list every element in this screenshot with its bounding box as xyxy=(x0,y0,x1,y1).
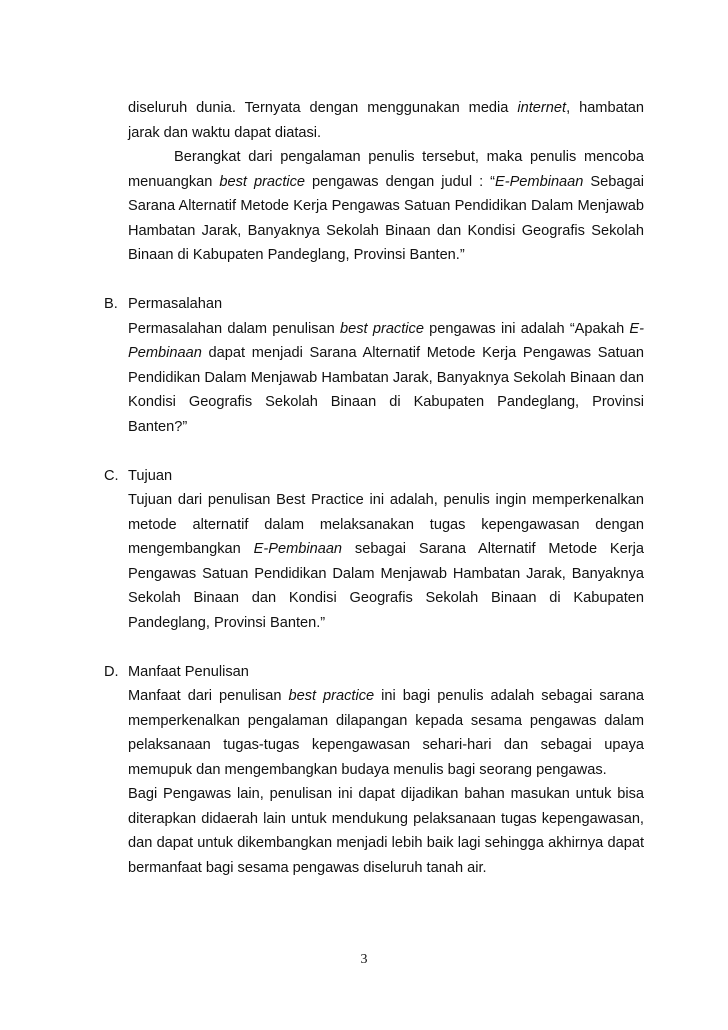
section-heading xyxy=(104,660,644,685)
text-run: Bagi Pengawas lain, penulisan ini dapat dijadikan bahan masukan untuk bisa diterapkan didaerah lain untuk mendukung pelaksanaan tugas kepengawasan, dan dapat untuk dikembangkan menjadi lebih baik lagi sehingga akhirnya dapat bermanfaat bagi sesama pengawas diseluruh tanah air. xyxy=(128,786,644,876)
section-title: Tujuan xyxy=(128,467,173,484)
intro-paragraph-2 xyxy=(128,145,644,268)
text-run: pengawas ini adalah “Apakah xyxy=(423,320,630,337)
italic-term: best practice xyxy=(288,688,375,704)
text-run: , hambatan jarak dan waktu dapat diatasi. xyxy=(128,100,644,141)
text-run: sebagai Sarana Alternatif Metode Kerja Pengawas Satuan Pendidikan Dalam Menjawab Hambatan Jarak, Banyaknya Sekolah Binaan dan Kondisi Geografis Sekolah Binaan di Kabupaten Pandeglang, Provinsi Banten.” xyxy=(128,541,644,631)
section-heading xyxy=(104,292,644,317)
italic-term: E-Pembinaan xyxy=(128,320,645,361)
section-paragraph xyxy=(128,782,644,880)
text-run: Permasalahan dalam penulisan xyxy=(128,320,341,337)
text-run: ini bagi penulis adalah sebagai sarana memperkenalkan pengalaman dilapangan kepada sesama pengawas dalam pelaksanaan tugas-tugas kepengawasan sehari-hari dan sebagai upaya memupuk dan mengembangkan budaya menulis bagi seorang pengawas. xyxy=(128,688,644,778)
text-run: pengawas dengan judul : “ xyxy=(305,173,495,190)
section-title: Manfaat Penulisan xyxy=(128,663,249,680)
section-paragraph xyxy=(128,684,644,782)
section-letter: D. xyxy=(104,663,119,680)
text-run: Sebagai Sarana Alternatif Metode Kerja Pengawas Satuan Pendidikan Dalam Menjawab Hambatan Jarak, Banyaknya Sekolah Binaan dan Kondisi Geografis Sekolah Binaan di Kabupaten Pandeglang, Provinsi Banten.” xyxy=(128,173,644,263)
section-paragraph xyxy=(128,488,644,635)
italic-term: best practice xyxy=(219,173,306,190)
section-tujuan xyxy=(104,464,644,636)
italic-term: E-Pembinaan xyxy=(253,541,343,557)
text-run: dapat menjadi Sarana Alternatif Metode Kerja Pengawas Satuan Pendidikan Dalam Menjawab Hambatan Jarak, Banyaknya Sekolah Binaan dan Kondisi Geografis Sekolah Binaan di Kabupaten Pandeglang, Provinsi Banten?” xyxy=(128,345,644,435)
section-letter: B. xyxy=(104,296,118,312)
section-permasalahan xyxy=(104,292,644,439)
section-paragraph xyxy=(128,317,644,440)
text-run: Berangkat dari pengalaman penulis tersebut, maka penulis mencoba menuangkan xyxy=(128,149,644,190)
italic-term: best practice xyxy=(340,320,424,337)
section-title: Permasalahan xyxy=(128,296,223,312)
page-number: 3 xyxy=(360,952,368,967)
intro-paragraph-1 xyxy=(128,96,644,145)
text-run: diseluruh dunia. Ternyata dengan menggunakan media xyxy=(128,100,518,116)
italic-term: internet xyxy=(517,100,567,116)
section-letter: C. xyxy=(104,467,119,484)
italic-term: E-Pembinaan xyxy=(494,173,584,190)
text-run: Manfaat dari penulisan xyxy=(128,688,289,704)
text-run: Tujuan dari penulisan Best Practice ini adalah, penulis ingin memperkenalkan metode alternatif dalam melaksanakan tugas kepengawasan dengan mengembangkan xyxy=(128,492,644,557)
page-content xyxy=(104,96,644,880)
section-manfaat-penulisan xyxy=(104,660,644,881)
section-heading xyxy=(104,464,644,489)
